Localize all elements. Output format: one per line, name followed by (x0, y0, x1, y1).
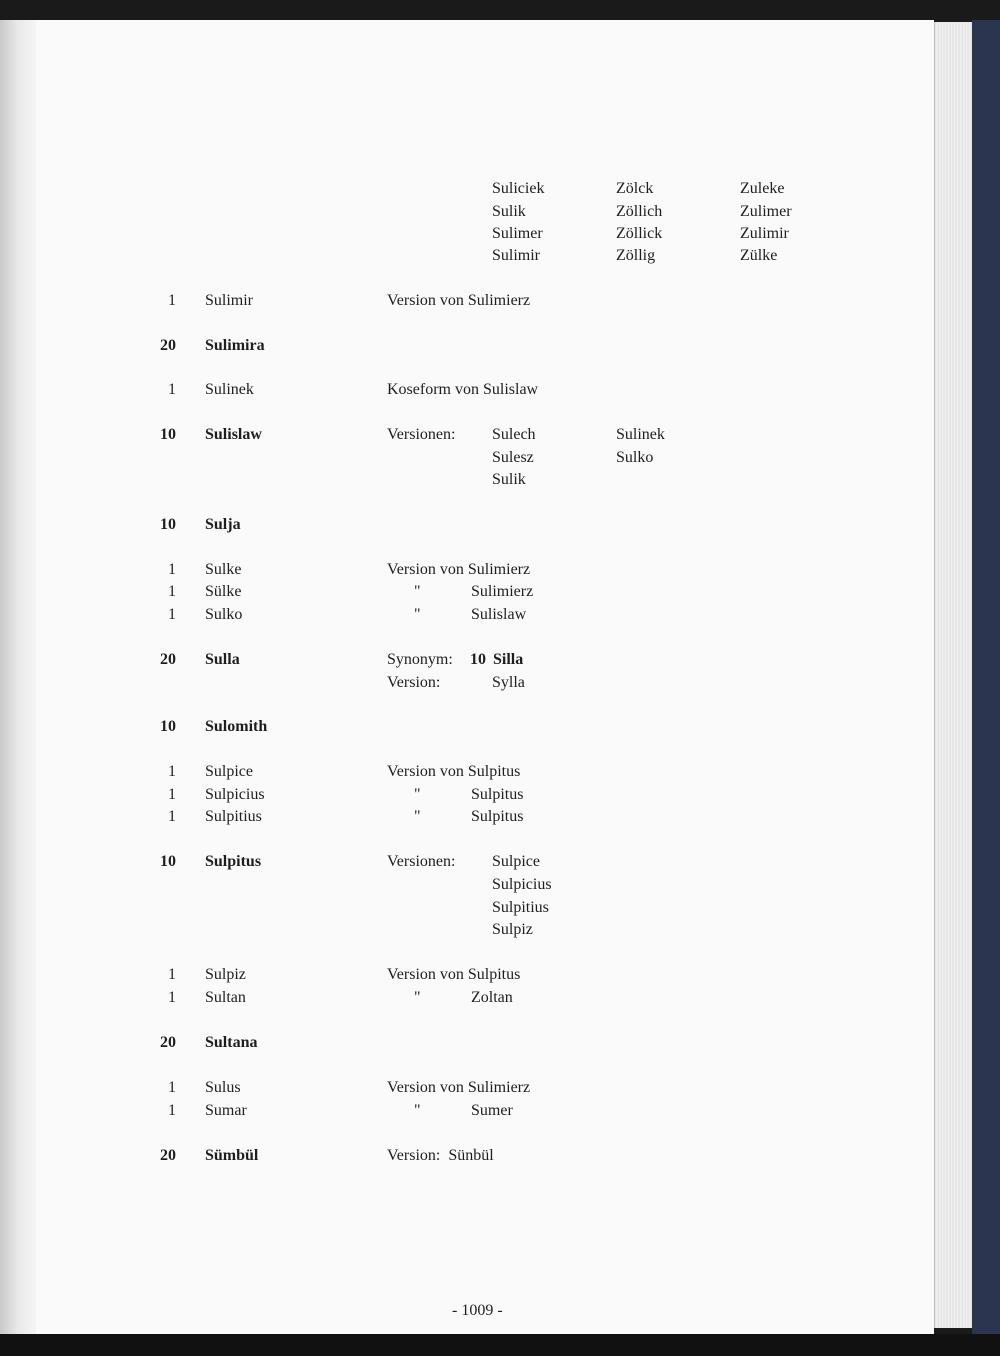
version-name: Sulesz (492, 449, 534, 466)
entry-number: 20 (160, 1147, 176, 1164)
ditto-mark: " (414, 786, 421, 803)
entry-row (0, 335, 1000, 357)
entry-name: Sulla (205, 651, 240, 668)
top-names-row (0, 245, 1000, 267)
version-name: Sulinek (616, 426, 665, 443)
entry-row (0, 1145, 1000, 1167)
entry-number: 1 (168, 561, 176, 578)
entry-number: 1 (168, 1102, 176, 1119)
entry-name: Sultana (205, 1034, 258, 1051)
page-number: - 1009 - (452, 1302, 503, 1319)
entry-description: Version von Sulpitus (387, 763, 521, 780)
entry-description: Version: Sünbül (387, 1147, 494, 1164)
version-name: Sulpicius (492, 876, 552, 893)
version-label: Version: (387, 674, 441, 691)
ditto-mark: " (414, 1102, 421, 1119)
entry-number: 1 (168, 606, 176, 623)
entry-number: 10 (160, 853, 176, 870)
entry-name: Sulislaw (205, 426, 262, 443)
entry-number: 1 (168, 1079, 176, 1096)
entry-description: Versionen: (387, 426, 456, 443)
entry-continuation-row (0, 469, 1000, 491)
entry-number: 10 (160, 718, 176, 735)
version-name: Sulpiz (492, 921, 533, 938)
synonym-label: Synonym: (387, 651, 453, 668)
name-cell: Zöllich (616, 203, 663, 220)
ditto-mark: " (414, 808, 421, 825)
background-band (0, 1334, 1000, 1356)
entry-row (0, 964, 1000, 986)
top-names-row (0, 223, 1000, 245)
reference-name: Zoltan (471, 989, 513, 1006)
entry-row (0, 649, 1000, 671)
entry-continuation-row (0, 874, 1000, 896)
entry-continuation-row (0, 919, 1000, 941)
entry-name: Sulpice (205, 763, 253, 780)
entry-name: Sulpiz (205, 966, 246, 983)
ditto-mark: " (414, 606, 421, 623)
entry-row (0, 1100, 1000, 1122)
entry-number: 1 (168, 966, 176, 983)
version-name: Sylla (492, 674, 525, 691)
entry-description: Version von Sulimierz (387, 1079, 531, 1096)
entry-row (0, 514, 1000, 536)
name-cell: Zulimir (740, 225, 789, 242)
entry-description: Koseform von Sulislaw (387, 381, 539, 398)
entry-name: Sumar (205, 1102, 247, 1119)
name-cell: Zöllig (616, 247, 656, 264)
entry-row (0, 581, 1000, 603)
entry-row (0, 716, 1000, 738)
version-name: Sulpitius (492, 899, 549, 916)
entry-continuation-row (0, 447, 1000, 469)
version-name: Sulech (492, 426, 536, 443)
name-cell: Zulimer (740, 203, 792, 220)
top-names-row (0, 201, 1000, 223)
entry-continuation-row (0, 897, 1000, 919)
entry-row (0, 1077, 1000, 1099)
entry-name: Sulimira (205, 337, 265, 354)
name-cell: Zülke (740, 247, 778, 264)
entry-name: Sultan (205, 989, 246, 1006)
name-cell: Sulik (492, 203, 526, 220)
name-cell: Sulimer (492, 225, 543, 242)
entry-row (0, 806, 1000, 828)
entry-continuation-row (0, 672, 1000, 694)
entry-name: Sulpitius (205, 808, 262, 825)
entry-row (0, 987, 1000, 1009)
entry-number: 10 (160, 516, 176, 533)
entry-number: 1 (168, 808, 176, 825)
entry-name: Sulpicius (205, 786, 265, 803)
name-cell: Suliciek (492, 180, 545, 197)
entry-name: Sülke (205, 583, 242, 600)
version-name: Sulik (492, 471, 526, 488)
entry-number: 10 (160, 426, 176, 443)
entry-number: 1 (168, 989, 176, 1006)
entry-number: 1 (168, 292, 176, 309)
entry-name: Sulpitus (205, 853, 262, 870)
name-cell: Zölck (616, 180, 654, 197)
ditto-mark: " (414, 583, 421, 600)
entry-number: 1 (168, 381, 176, 398)
entry-name: Sümbül (205, 1147, 259, 1164)
synonym-number: 10 (470, 651, 486, 668)
top-names-row (0, 178, 1000, 200)
entry-row (0, 559, 1000, 581)
ditto-mark: " (414, 989, 421, 1006)
entry-number: 20 (160, 337, 176, 354)
version-name: Sulpice (492, 853, 540, 870)
entry-number: 1 (168, 786, 176, 803)
entry-description: Version von Sulimierz (387, 292, 531, 309)
reference-name: Sulpitus (471, 808, 524, 825)
entry-row (0, 424, 1000, 446)
entry-name: Sulimir (205, 292, 254, 309)
entry-name: Sulja (205, 516, 241, 533)
entry-description: Version von Sulpitus (387, 966, 521, 983)
entry-row (0, 290, 1000, 312)
entry-number: 1 (168, 763, 176, 780)
name-cell: Zuleke (740, 180, 785, 197)
entry-row (0, 851, 1000, 873)
synonym-name: Silla (493, 651, 524, 668)
entry-row (0, 379, 1000, 401)
entry-row (0, 784, 1000, 806)
reference-name: Sulislaw (471, 606, 527, 623)
reference-name: Sulimierz (471, 583, 534, 600)
name-cell: Sulimir (492, 247, 541, 264)
entry-description: Version von Sulimierz (387, 561, 531, 578)
entry-name: Sulinek (205, 381, 254, 398)
entry-name: Sulke (205, 561, 242, 578)
entry-description: Versionen: (387, 853, 456, 870)
entry-name: Sulomith (205, 718, 268, 735)
entry-row (0, 604, 1000, 626)
reference-name: Sumer (471, 1102, 513, 1119)
entry-number: 20 (160, 651, 176, 668)
entry-number: 1 (168, 583, 176, 600)
entry-row (0, 1032, 1000, 1054)
version-name: Sulko (616, 449, 654, 466)
entry-name: Sulko (205, 606, 243, 623)
entry-row (0, 761, 1000, 783)
entry-name: Sulus (205, 1079, 241, 1096)
name-cell: Zöllick (616, 225, 663, 242)
entry-number: 20 (160, 1034, 176, 1051)
reference-name: Sulpitus (471, 786, 524, 803)
